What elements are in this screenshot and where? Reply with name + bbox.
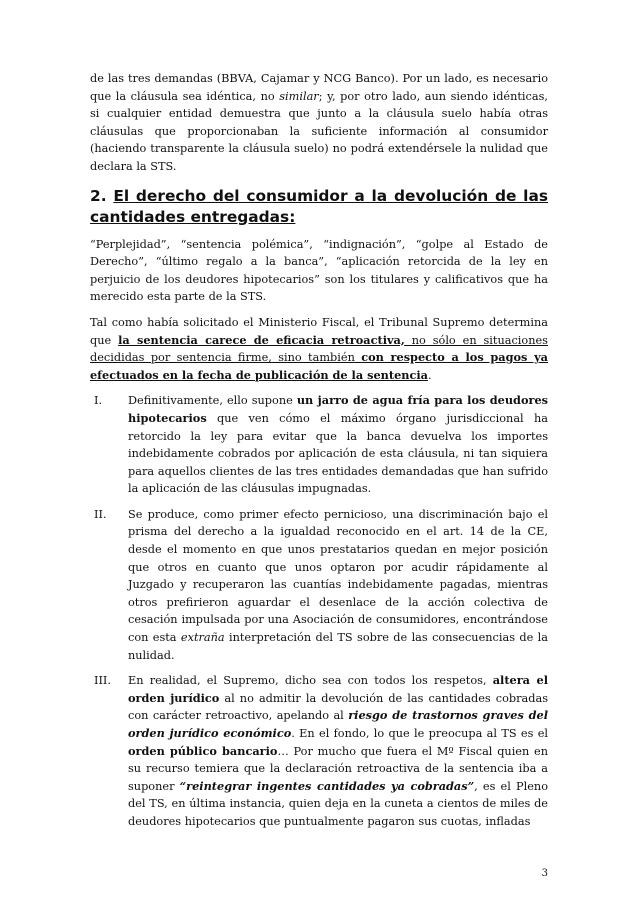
page-number: 3: [541, 868, 548, 879]
heading-number: 2.: [90, 186, 114, 205]
paragraph-retroactivity: [90, 314, 548, 384]
list-item: [90, 392, 548, 498]
text-span: ; y, por otro lado, aun siendo idénticas, si cualquier entidad demuestra que junto a la cláusula suelo había otras cláusulas que proporcionaban la suficiente información al consumidor (haciendo transparente la cláusula suelo) no podrá extendérsele la nulidad que declara la STS.: [90, 89, 548, 173]
text-span: … Por mucho que fuera el Mº Fiscal quien en su recurso temiera que la declaración retroactiva de la sentencia iba a suponer: [128, 744, 549, 793]
list-item-body: [128, 506, 548, 664]
heading-title: El derecho del consumidor a la devolución de las cantidades entregadas:: [90, 186, 548, 226]
bold-underline-span: la sentencia carece de eficacia retroactiva,: [118, 332, 405, 347]
text-span: Se produce, como primer efecto pernicioso, una discriminación bajo el prisma del derecho a la igualdad reconocido en el art. 14 de la CE, desde el momento en que unos prestatarios quedan en mejor posición que otros en cuanto que unos optaron por acudir rápidamente al Juzgado y recuperaron las cuantías indebidamente pagadas, mientras otros prefirieron aguardar el desenlace de la acción colectiva de cesación impulsada por una Asociación de consumidores, encontrándose con esta: [128, 507, 548, 645]
underline-span: no sólo en situaciones decididas por sentencia firme, sino también: [90, 333, 548, 365]
list-number: III.: [94, 674, 111, 688]
text-span: interpretación del TS sobre de las consecuencias de la nulidad.: [128, 631, 548, 662]
paragraph-headlines: “Perplejidad”, “sentencia polémica”, “indignación”, “golpe al Estado de Derecho”, “último regalo a la banca”, “aplicación retorcida de la ley en perjuicio de los deudores hipotecarios” son los titulares y calificativos que ha merecido esta parte de la STS.: [90, 237, 548, 304]
bold-span: un jarro de agua fría para los deudores hipotecarios: [128, 393, 548, 425]
text-span: que ven cómo el máximo órgano jurisdiccional ha retorcido la ley para evitar que la banca devuelva los importes indebidamente cobrados por aplicación de esta cláusula, ni tan siquiera para aquellos clientes de las tres entidades demandadas que han sufrido la aplicación de las cláusulas impugnadas.: [128, 411, 548, 496]
paragraph-intro: [90, 70, 548, 176]
list-item-body: [128, 392, 548, 498]
bold-italic-span: riesgo de trastornos graves del orden jurídico económico: [128, 708, 548, 740]
list-item: [90, 672, 548, 830]
list-number: II.: [94, 507, 107, 521]
text-span: al no admitir la devolución de las cantidades cobradas con carácter retroactivo, apelando al: [128, 691, 548, 723]
italic-span: extraña: [180, 631, 225, 645]
italic-span: similar: [279, 89, 319, 103]
text-span: Tal como había solicitado el Ministerio Fiscal, el Tribunal Supremo determina que: [90, 315, 548, 347]
section-heading: [90, 186, 548, 228]
document-page: [90, 70, 548, 839]
text-span: En realidad, el Supremo, dicho sea con todos los respetos,: [128, 674, 493, 688]
bold-span: orden público bancario: [128, 743, 278, 758]
bold-span: altera el orden jurídico: [128, 673, 548, 705]
text-span: de las tres demandas (BBVA, Cajamar y NCG Banco). Por un lado, es necesario que la cláusula sea idéntica, no: [90, 72, 548, 103]
text-span: Definitivamente, ello supone: [128, 394, 297, 408]
list-number: I.: [94, 394, 103, 408]
list-item: [90, 506, 548, 664]
text-span: .: [427, 368, 432, 382]
list-item-body: [128, 672, 548, 830]
bold-italic-span: “reintegrar ingentes cantidades ya cobradas”: [179, 778, 475, 793]
text-span: , es el Pleno del TS, en última instancia, quien deja en la cuneta a cientos de miles de deudores hipotecarios que puntualmente pagaron sus cuotas, infladas: [128, 779, 549, 828]
text-span: . En el fondo, lo que le preocupa al TS es el: [291, 727, 549, 740]
bold-underline-span: con respecto a los pagos ya efectuados en la fecha de publicación de la sentencia: [90, 350, 548, 382]
